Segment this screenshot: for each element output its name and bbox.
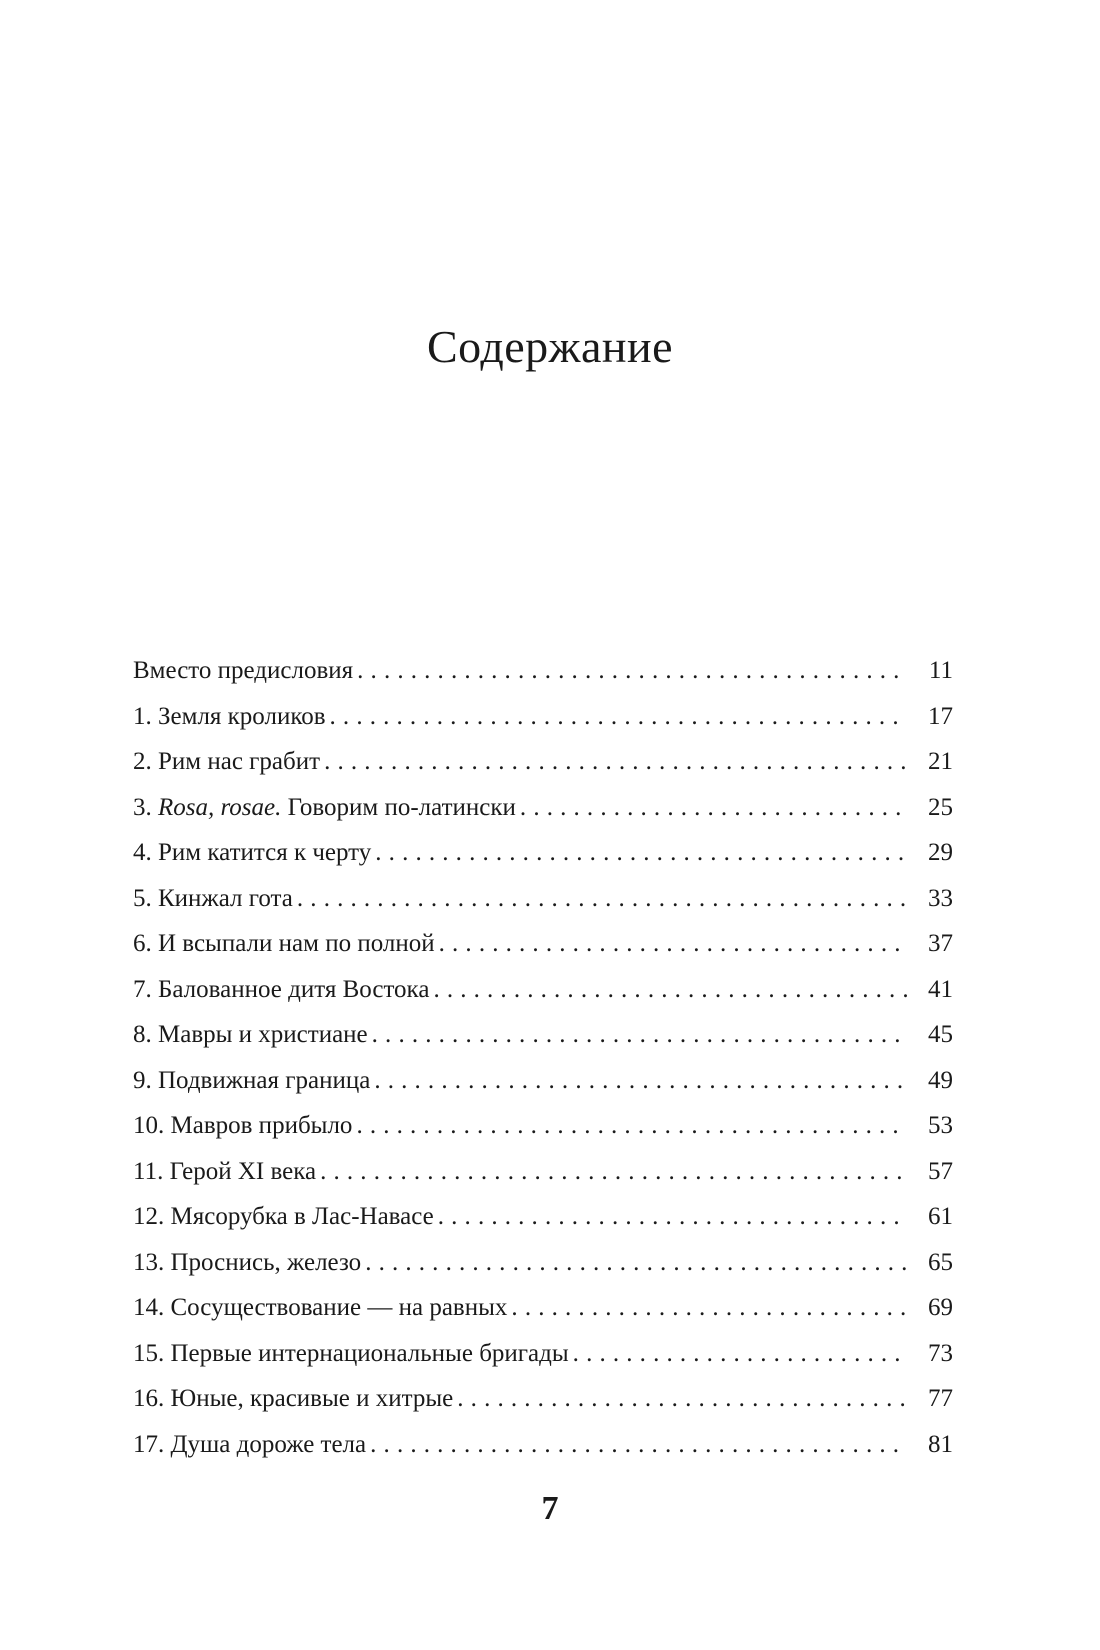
page-number: 7 [541, 1490, 559, 1527]
toc-entry [133, 694, 953, 740]
toc-entry-page: 49 [928, 1066, 953, 1094]
toc-entry [133, 1285, 953, 1331]
toc-entry-page: 77 [928, 1385, 953, 1412]
toc-entry-page: 73 [928, 1339, 953, 1367]
toc-entry-page: 57 [928, 1157, 953, 1185]
toc-entry-page: 69 [928, 1294, 953, 1321]
toc-entry-number: 16. [133, 1385, 165, 1412]
toc-dot-leader [320, 1149, 907, 1195]
toc-entry-title: Мясорубка в Лас-Навасе [170, 1203, 434, 1230]
toc-entry [133, 876, 953, 922]
toc-entry-italic-text: Rosa, rosae. [158, 793, 282, 821]
toc-entry [133, 1194, 953, 1240]
toc-entry-number: 2. [133, 748, 152, 775]
toc-entry [133, 1331, 953, 1377]
toc-entry-number: 13. [133, 1248, 165, 1276]
toc-dot-leader [573, 1331, 907, 1377]
toc-entry-title: Кинжал гота [158, 884, 293, 912]
toc-entry [133, 1376, 953, 1422]
toc-entry [133, 830, 953, 876]
page-title: Содержание [426, 321, 674, 372]
toc-entry-title: Мавров прибыло [170, 1112, 353, 1139]
toc-entry [133, 1103, 953, 1149]
toc-dot-leader [357, 648, 907, 694]
toc-entry-title: Герой XI века [169, 1157, 317, 1185]
toc-dot-leader [374, 1058, 907, 1104]
toc-entry-page: 29 [928, 839, 953, 866]
toc-entry-page: 41 [928, 975, 953, 1003]
toc-entry [133, 1240, 953, 1286]
toc-entry-page: 65 [928, 1248, 953, 1276]
toc-entry-title: Душа дороже тела [170, 1430, 367, 1458]
toc-dot-leader [375, 830, 907, 876]
toc-entry-title: Первые интернациональные бригады [170, 1339, 569, 1367]
toc-entry-number: 9. [133, 1066, 152, 1094]
toc-entry [133, 921, 953, 967]
toc-dot-leader [324, 739, 907, 785]
toc-entry-page: 33 [928, 884, 953, 912]
toc-entry-number: 5. [133, 884, 152, 912]
toc-dot-leader [457, 1376, 907, 1422]
toc-entry-title: Говорим по-латински [281, 793, 516, 821]
toc-entry-title: Сосуществование — на равных [170, 1294, 508, 1321]
toc-entry-title: Рим катится к черту [158, 839, 372, 866]
toc-entry-title: Балованное дитя Востока [158, 975, 430, 1003]
toc-entry [133, 739, 953, 785]
toc-dot-leader [511, 1285, 907, 1331]
toc-entry-page: 53 [928, 1112, 953, 1139]
toc-dot-leader [356, 1103, 907, 1149]
toc-entry-title: Земля кроликов [158, 702, 326, 730]
toc-entry-page: 17 [928, 702, 953, 730]
toc-entry-number: 3. [133, 793, 152, 821]
toc-entry-title: Рим нас грабит [158, 748, 321, 775]
toc-entry-number: 17. [133, 1430, 165, 1458]
toc-entry-number: 6. [133, 930, 152, 957]
toc-dot-leader [370, 1422, 907, 1468]
toc-dot-leader [372, 1012, 907, 1058]
toc-dot-leader [439, 921, 907, 967]
toc-entry-page: 61 [928, 1203, 953, 1230]
toc-entry-page: 21 [928, 748, 953, 775]
toc-dot-leader [433, 967, 907, 1013]
toc-dot-leader [520, 785, 907, 831]
toc-entry [133, 967, 953, 1013]
toc-dot-leader [365, 1240, 907, 1286]
toc-entry [133, 1422, 953, 1468]
toc-entry-number: 15. [133, 1339, 165, 1367]
toc-entry-title: Юные, красивые и хитрые [170, 1385, 454, 1412]
toc-entry-page: 81 [928, 1430, 953, 1458]
toc-entry-page: 25 [928, 793, 953, 821]
toc-entry-number: 7. [133, 975, 152, 1003]
toc-entry-number: 4. [133, 839, 152, 866]
toc-entry-number: 11. [133, 1157, 164, 1185]
toc-entry-title: Вместо предисловия [133, 657, 354, 684]
toc-entry-number: 1. [133, 702, 152, 730]
toc-entry-number: 8. [133, 1021, 152, 1048]
toc-entry-number: 10. [133, 1112, 165, 1139]
toc-entry-title: Подвижная граница [158, 1066, 371, 1094]
toc-entry-number: 14. [133, 1294, 165, 1321]
toc-entry [133, 648, 953, 694]
toc-dot-leader [438, 1194, 907, 1240]
toc-entry [133, 1058, 953, 1104]
toc-entry-title: И всыпали нам по полной [158, 930, 435, 957]
toc-dot-leader [297, 876, 907, 922]
toc-entry [133, 1012, 953, 1058]
toc-entry-title: Мавры и христиане [158, 1021, 368, 1048]
table-of-contents [133, 648, 953, 1467]
toc-entry [133, 785, 953, 831]
toc-entry-title: Проснись, железо [170, 1248, 362, 1276]
toc-entry-page: 37 [928, 930, 953, 957]
toc-entry-page: 45 [928, 1021, 953, 1048]
toc-dot-leader [330, 694, 907, 740]
toc-entry-number: 12. [133, 1203, 165, 1230]
toc-entry-page: 11 [928, 657, 953, 684]
toc-entry [133, 1149, 953, 1195]
